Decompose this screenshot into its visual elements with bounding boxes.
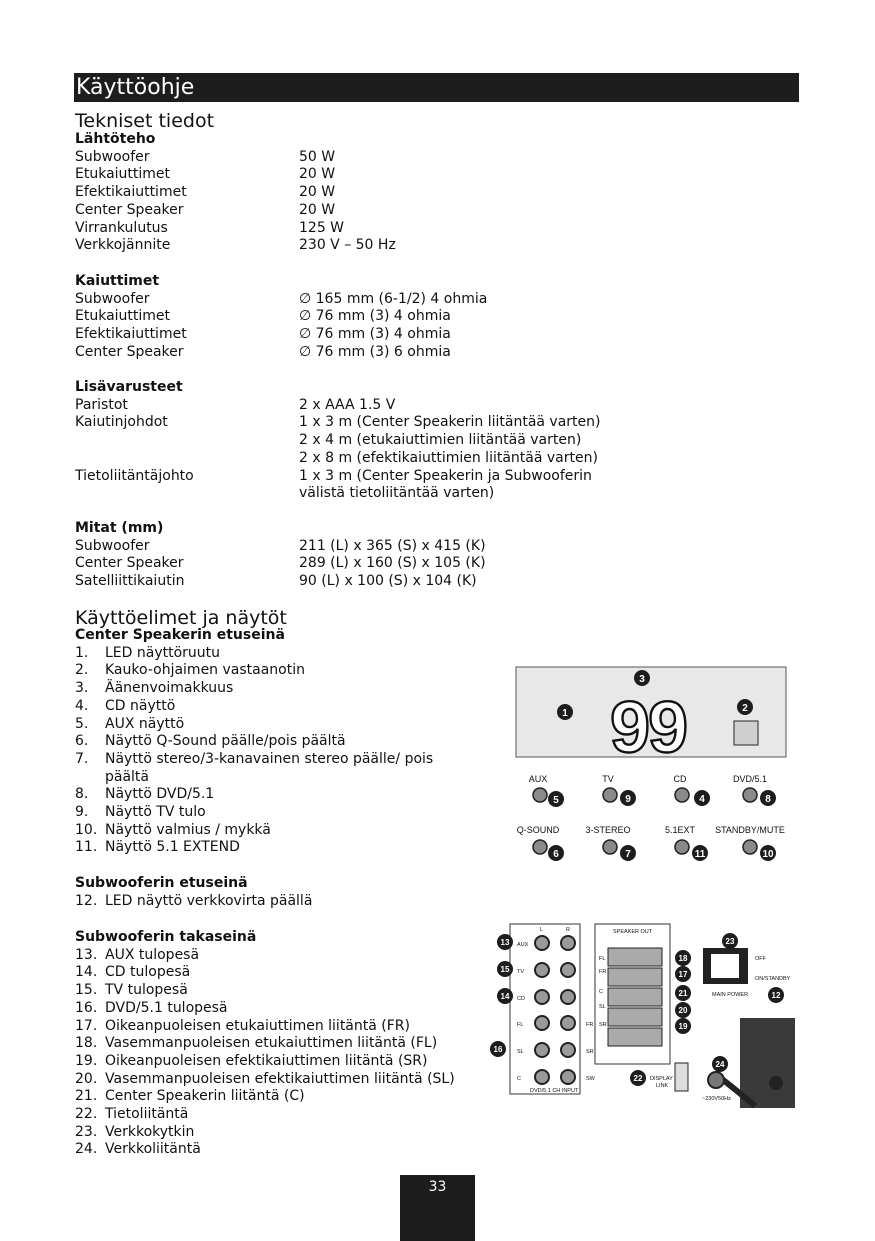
- spec-value: 50 W: [299, 148, 336, 165]
- list-item: [75, 698, 435, 716]
- callout-21: 21: [678, 989, 688, 998]
- callout-13: 13: [500, 938, 510, 947]
- list-item-number: 6.: [75, 733, 89, 750]
- list-item-text: AUX näyttö: [105, 715, 185, 732]
- label-voltage: ~230V50Hz: [702, 1096, 731, 1102]
- callout-11: 11: [694, 849, 706, 860]
- spec-value: ∅ 76 mm (3) 6 ohmia: [299, 343, 451, 360]
- led-51ext: [675, 840, 689, 854]
- callout-4: 4: [699, 794, 705, 805]
- spec-label: Tietoliitäntäjohto: [75, 467, 194, 484]
- list-item: [75, 1088, 455, 1106]
- list-heading: Subwooferin etuseinä: [75, 875, 248, 891]
- list-item-text: CD näyttö: [105, 697, 176, 714]
- list-item-number: 15.: [75, 982, 98, 999]
- spec-row: [75, 291, 487, 309]
- list-item: [75, 982, 455, 1000]
- list-item-number: 24.: [75, 1141, 98, 1158]
- callout-24: 24: [715, 1060, 725, 1069]
- callout-22: 22: [633, 1074, 643, 1083]
- spec-row: [75, 555, 486, 573]
- list-item-number: 17.: [75, 1017, 98, 1034]
- label-speaker-out: SPEAKER OUT: [613, 929, 653, 935]
- list-item: [75, 822, 435, 840]
- spec-value: ∅ 165 mm (6-1/2) 4 ohmia: [299, 290, 488, 307]
- label-aux: AUX: [528, 774, 548, 784]
- spec-label: Center Speaker: [75, 201, 184, 218]
- list-item-number: 3.: [75, 680, 89, 697]
- header-title: Käyttöohje: [76, 75, 195, 100]
- list-item: [75, 680, 435, 698]
- callout-3: 3: [639, 674, 645, 685]
- spec-row: [75, 468, 601, 486]
- spec-row: [75, 202, 396, 220]
- spec-row: [75, 308, 487, 326]
- spec-label: Efektikaiuttimet: [75, 326, 187, 343]
- callout-5: 5: [553, 795, 559, 806]
- label-3stereo: 3-STEREO: [585, 825, 631, 835]
- list-item: [75, 1000, 455, 1018]
- list-heading: Center Speakerin etuseinä: [75, 627, 285, 643]
- list-item-number: 9.: [75, 804, 89, 821]
- page-number: 33: [428, 1179, 447, 1195]
- label-fr-in: FR: [586, 1022, 594, 1028]
- list-item-text: Näyttö 5.1 EXTEND: [105, 839, 240, 856]
- list-item: [75, 716, 435, 734]
- label-l: L: [540, 927, 544, 933]
- list-item-number: 18.: [75, 1035, 98, 1052]
- list-item-text: Oikeanpuoleisen etukaiuttimen liitäntä (FR): [105, 1017, 410, 1034]
- list-item: [75, 1124, 455, 1142]
- spec-value: 211 (L) x 365 (S) x 415 (K): [299, 537, 486, 554]
- list-item: [75, 645, 435, 663]
- spec-value: 2 x AAA 1.5 V: [299, 396, 396, 413]
- list-item-number: 19.: [75, 1052, 98, 1069]
- label-link: LINK: [656, 1083, 669, 1089]
- list-item: [75, 1018, 455, 1036]
- list-item-number: 22.: [75, 1106, 98, 1123]
- label-sr-in: SR: [586, 1049, 594, 1055]
- spec-row: [75, 326, 487, 344]
- list-item-text: Verkkokytkin: [105, 1123, 195, 1140]
- list-item-text: Näyttö stereo/3-kanavainen stereo päälle/ pois päältä: [105, 750, 434, 785]
- list-item-text: LED näyttö verkkovirta päällä: [105, 892, 313, 909]
- list-item-number: 23.: [75, 1123, 98, 1140]
- list-item-text: Verkkoliitäntä: [105, 1141, 201, 1158]
- spec-row: [75, 414, 601, 432]
- callout-20: 20: [678, 1006, 688, 1015]
- callout-2: 2: [742, 703, 748, 714]
- spec-row: [75, 397, 601, 415]
- spec-value: 125 W: [299, 219, 345, 236]
- list-item-number: 5.: [75, 715, 89, 732]
- label-qsound: Q-SOUND: [516, 825, 560, 835]
- spec-row: [75, 573, 486, 591]
- list-heading: Subwooferin takaseinä: [75, 929, 257, 945]
- led-standby: [743, 840, 757, 854]
- list-item: [75, 893, 312, 911]
- callout-15: 15: [500, 965, 510, 974]
- label-tv: TV: [602, 774, 614, 784]
- callout-14: 14: [500, 992, 510, 1001]
- sub-front-list: [75, 875, 312, 910]
- spec-label: Paristot: [75, 396, 128, 413]
- callout-17: 17: [678, 970, 688, 979]
- list-item-number: 12.: [75, 892, 98, 909]
- list-item-text: TV tulopesä: [105, 982, 188, 999]
- list-item-text: Tietoliitäntä: [105, 1106, 189, 1123]
- led-3stereo: [603, 840, 617, 854]
- spec-label: Etukaiuttimet: [75, 166, 171, 183]
- led-dvd: [743, 788, 757, 802]
- label-display: DISPLAY: [650, 1076, 673, 1082]
- list-item-text: CD tulopesä: [105, 964, 191, 981]
- callout-23: 23: [725, 937, 735, 946]
- list-item-number: 4.: [75, 697, 89, 714]
- spec-label: [75, 485, 299, 503]
- sub-back-list: [75, 929, 455, 1159]
- subwoofer-back-diagram: [490, 918, 800, 1113]
- list-item-number: 20.: [75, 1070, 98, 1087]
- spec-value: 90 (L) x 100 (S) x 104 (K): [299, 573, 477, 590]
- spec-value: välistä tietoliitäntää varten): [299, 485, 495, 502]
- spec-value: 2 x 8 m (efektikaiuttimien liitäntää varten): [299, 449, 598, 466]
- list-item-text: Näyttö valmius / mykkä: [105, 821, 271, 838]
- spec-row: [75, 166, 396, 184]
- list-item: [75, 1071, 455, 1089]
- spec-heading: Mitat (mm): [75, 520, 164, 536]
- label-fl-in: FL: [517, 1022, 524, 1028]
- list-item: [75, 1035, 455, 1053]
- led-qsound: [533, 840, 547, 854]
- spec-heading: Lähtöteho: [75, 131, 156, 147]
- spec-value: 20 W: [299, 201, 336, 218]
- list-item-number: 21.: [75, 1088, 98, 1105]
- led-tv: [603, 788, 617, 802]
- spec-value: 230 V – 50 Hz: [299, 237, 396, 254]
- volume-digits: 99: [609, 688, 687, 768]
- spec-label: Satelliittikaiutin: [75, 573, 185, 590]
- label-standby: STANDBY/MUTE: [715, 825, 785, 835]
- callout-9: 9: [625, 794, 631, 805]
- list-item: [75, 839, 435, 857]
- spec-accessories: [75, 379, 601, 503]
- spec-row: [75, 538, 486, 556]
- controls-title: Käyttöelimet ja näytöt: [75, 607, 287, 629]
- label-sw-in: SW: [586, 1076, 595, 1082]
- spec-label: Etukaiuttimet: [75, 308, 171, 325]
- spec-label: Verkkojännite: [75, 237, 171, 254]
- spec-label: [75, 432, 299, 450]
- callout-18: 18: [678, 954, 688, 963]
- spec-label: [75, 450, 299, 468]
- label-r: R: [566, 927, 570, 933]
- list-item-text: DVD/5.1 tulopesä: [105, 999, 228, 1016]
- spec-value: 1 x 3 m (Center Speakerin liitäntää varten): [299, 414, 601, 431]
- label-sl-in: SL: [517, 1049, 524, 1055]
- spec-label: Center Speaker: [75, 343, 184, 360]
- led-aux: [533, 788, 547, 802]
- list-item-text: Kauko-ohjaimen vastaanotin: [105, 662, 305, 679]
- label-c-out: C: [599, 989, 603, 995]
- center-speaker-front-diagram: [500, 665, 800, 870]
- spec-output: [75, 131, 396, 255]
- spec-value: 1 x 3 m (Center Speakerin ja Subwooferin: [299, 467, 592, 484]
- list-item: [75, 804, 435, 822]
- list-item-text: Näyttö TV tulo: [105, 804, 206, 821]
- label-fr-out: FR: [599, 969, 607, 975]
- spec-label: Center Speaker: [75, 555, 184, 572]
- list-item-number: 16.: [75, 999, 98, 1016]
- list-item-text: Oikeanpuoleisen efektikaiuttimen liitäntä (SR): [105, 1052, 428, 1069]
- spec-speakers: [75, 273, 487, 362]
- list-item-number: 14.: [75, 964, 98, 981]
- list-item: [75, 947, 455, 965]
- led-cd: [675, 788, 689, 802]
- label-sl-out: SL: [599, 1004, 606, 1010]
- remote-receiver: [734, 721, 758, 745]
- callout-12: 12: [771, 991, 781, 1000]
- list-item-text: Näyttö Q-Sound päälle/pois päältä: [105, 733, 346, 750]
- list-item-number: 13.: [75, 946, 98, 963]
- label-sr-out: SR: [599, 1022, 607, 1028]
- spec-label: Subwoofer: [75, 537, 150, 554]
- list-item: [75, 1106, 455, 1124]
- spec-label: Subwoofer: [75, 148, 150, 165]
- list-item-number: 7.: [75, 750, 89, 767]
- list-item: [75, 662, 435, 680]
- label-off: OFF: [755, 956, 766, 962]
- spec-row: [75, 220, 396, 238]
- callout-6: 6: [553, 849, 559, 860]
- spec-label: Efektikaiuttimet: [75, 184, 187, 201]
- spec-value: 20 W: [299, 184, 336, 201]
- spec-row: [75, 237, 396, 255]
- spec-row: [75, 149, 396, 167]
- spec-row: [75, 184, 396, 202]
- list-item-number: 11.: [75, 839, 98, 856]
- list-item-text: AUX tulopesä: [105, 946, 200, 963]
- callout-8: 8: [765, 794, 771, 805]
- label-c-in: C: [517, 1076, 521, 1082]
- center-front-list: [75, 627, 435, 857]
- spec-label: Virrankulutus: [75, 219, 168, 236]
- list-item-number: 1.: [75, 644, 89, 661]
- callout-10: 10: [762, 849, 774, 860]
- list-item-number: 2.: [75, 662, 89, 679]
- list-item-text: Näyttö DVD/5.1: [105, 786, 215, 803]
- spec-label: Kaiutinjohdot: [75, 414, 168, 431]
- list-item: [75, 1053, 455, 1071]
- header-bar: [74, 73, 799, 102]
- specs-title: Tekniset tiedot: [75, 110, 215, 132]
- spec-value: 289 (L) x 160 (S) x 105 (K): [299, 555, 486, 572]
- callout-7: 7: [625, 849, 631, 860]
- list-item: [75, 964, 455, 982]
- callout-19: 19: [678, 1022, 688, 1031]
- label-dvd: DVD/5.1: [732, 774, 768, 784]
- spec-row: [75, 450, 601, 468]
- spec-value: ∅ 76 mm (3) 4 ohmia: [299, 326, 451, 343]
- callout-1: 1: [562, 708, 568, 719]
- label-fl-out: FL: [599, 956, 606, 962]
- label-51ext: 5.1EXT: [664, 825, 696, 835]
- spec-row: [75, 344, 487, 362]
- label-tv-in: TV: [517, 969, 525, 975]
- spec-label: Subwoofer: [75, 290, 150, 307]
- list-item: [75, 751, 435, 786]
- list-item-text: Äänenvoimakkuus: [105, 680, 234, 697]
- list-item: [75, 786, 435, 804]
- callout-16: 16: [493, 1045, 503, 1054]
- label-on-standby: ON/STANDBY: [755, 976, 791, 982]
- spec-row: [75, 485, 601, 503]
- spec-heading: Kaiuttimet: [75, 273, 160, 289]
- label-input: DVD/5.1 CH INPUT: [530, 1088, 579, 1094]
- label-aux-in: AUX: [517, 942, 529, 948]
- list-item-text: LED näyttöruutu: [105, 644, 221, 661]
- list-item-number: 10.: [75, 821, 98, 838]
- spec-heading: Lisävarusteet: [75, 379, 183, 395]
- spec-value: 2 x 4 m (etukaiuttimien liitäntää varten): [299, 432, 582, 449]
- spec-value: 20 W: [299, 166, 336, 183]
- label-cd-in: CD: [517, 996, 525, 1002]
- spec-row: [75, 432, 601, 450]
- list-item: [75, 1141, 455, 1159]
- label-main-power: MAIN POWER: [712, 992, 749, 998]
- list-item: [75, 733, 435, 751]
- spec-dimensions: [75, 520, 486, 591]
- spec-value: ∅ 76 mm (3) 4 ohmia: [299, 308, 451, 325]
- list-item-number: 8.: [75, 786, 89, 803]
- list-item-text: Vasemmanpuoleisen etukaiuttimen liitäntä (FL): [105, 1035, 438, 1052]
- list-item-text: Center Speakerin liitäntä (C): [105, 1088, 305, 1105]
- label-cd: CD: [673, 774, 687, 784]
- page-number-box: [400, 1175, 475, 1241]
- list-item-text: Vasemmanpuoleisen efektikaiuttimen liitäntä (SL): [105, 1070, 455, 1087]
